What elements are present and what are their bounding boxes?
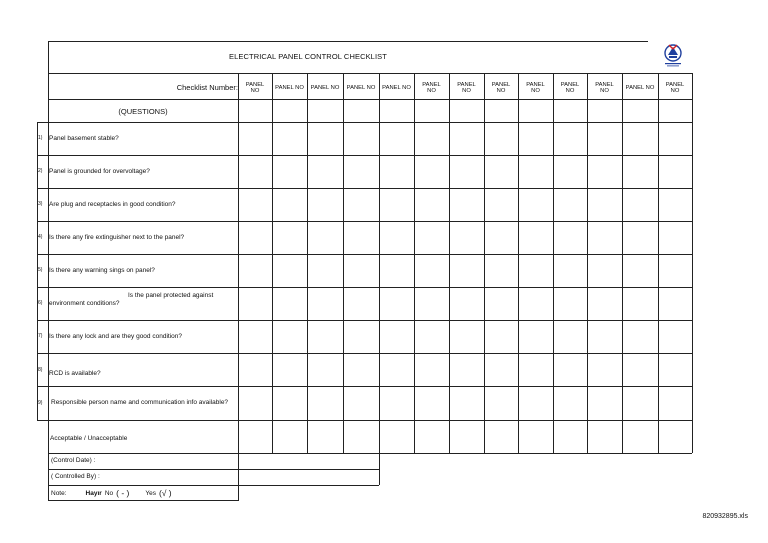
question-text: Is there any warning sings on panel? xyxy=(49,267,155,274)
panel-no-header: PANEL NO xyxy=(560,81,580,94)
footer-border xyxy=(48,469,379,470)
panel-no-header: PANEL NO xyxy=(491,81,511,94)
row-border xyxy=(37,221,692,222)
panel-no-header: PANEL NO xyxy=(665,81,685,94)
panel-no-header: PANEL NO xyxy=(382,84,411,91)
panel-no-header: PANEL NO xyxy=(422,81,441,94)
question-number: 6) xyxy=(38,300,43,306)
acceptable-label: Acceptable / Unacceptable xyxy=(50,435,128,442)
footer-border xyxy=(48,500,239,501)
questions-header: (QUESTIONS) xyxy=(118,107,168,116)
note-no-label: No xyxy=(104,489,114,497)
panel-no-header: PANEL NO xyxy=(526,81,545,94)
col-border xyxy=(272,73,273,453)
col-border xyxy=(518,73,519,453)
col-border xyxy=(658,73,659,453)
row-border xyxy=(37,353,692,354)
col-border xyxy=(484,73,485,453)
question-col-border xyxy=(238,73,239,500)
col-border xyxy=(553,73,554,453)
row-border xyxy=(48,453,692,454)
question-text-line1: Is the panel protected against xyxy=(128,292,214,299)
question-number: 9) xyxy=(38,400,43,406)
note-hayir: Hayır xyxy=(85,489,102,497)
note-row xyxy=(51,488,172,498)
right-border xyxy=(692,73,693,453)
control-date-label: (Control Date) : xyxy=(51,457,96,464)
col-border xyxy=(307,73,308,453)
question-number: 2) xyxy=(38,168,43,174)
question-number: 7) xyxy=(38,333,43,339)
table-top-border xyxy=(48,41,648,42)
question-number: 1) xyxy=(38,135,43,141)
question-number: 4) xyxy=(38,234,43,240)
document-title: ELECTRICAL PANEL CONTROL CHECKLIST xyxy=(229,52,387,61)
row-border xyxy=(37,188,692,189)
panel-no-header: PANEL NO xyxy=(625,84,655,91)
question-text-line2: environment conditions? xyxy=(49,300,120,307)
panel-no-header: PANEL NO xyxy=(457,81,476,94)
note-no-symbol: ( - ) xyxy=(116,488,130,498)
logo-emblem-icon xyxy=(660,41,686,69)
note-yes-label: Yes xyxy=(145,489,156,497)
question-number: 8) xyxy=(38,367,43,373)
col-border xyxy=(379,73,380,485)
question-text: Is there any lock and are they good condition? xyxy=(49,333,182,340)
title-bottom-border xyxy=(48,73,692,74)
col-border xyxy=(587,73,588,453)
question-text: RCD is available? xyxy=(49,370,101,377)
question-text: Are plug and receptacles in good condition? xyxy=(49,201,176,208)
col-border xyxy=(449,73,450,453)
row-border xyxy=(37,254,692,255)
question-number: 3) xyxy=(38,201,43,207)
row-border xyxy=(37,287,692,288)
note-yes-symbol: (√ ) xyxy=(158,488,172,498)
question-text: Panel is grounded for overvoltage? xyxy=(49,168,150,175)
panel-no-header: PANEL NO xyxy=(595,81,614,94)
panel-no-header: PANEL NO xyxy=(245,81,265,94)
panel-no-header: PANEL NO xyxy=(310,84,340,91)
row-border xyxy=(37,386,692,387)
note-label: Note: xyxy=(51,489,67,497)
panel-no-header: PANEL NO xyxy=(275,84,304,91)
header-row-border xyxy=(48,99,692,100)
row-border xyxy=(37,420,692,421)
row-border xyxy=(37,320,692,321)
question-text: Is there any fire extinguisher next to the panel? xyxy=(49,234,185,241)
col-border xyxy=(343,73,344,453)
col-border xyxy=(622,73,623,453)
company-logo xyxy=(660,41,686,69)
questions-row-border xyxy=(37,122,692,123)
checklist-number-label: Checklist Number: xyxy=(176,83,238,92)
row-border xyxy=(37,155,692,156)
col-border xyxy=(414,73,415,453)
file-name: 820932895.xls xyxy=(702,513,748,520)
footer-border xyxy=(48,485,379,486)
panel-no-header: PANEL NO xyxy=(346,84,376,91)
question-text: Responsible person name and communication info available? xyxy=(51,399,229,406)
question-text: Panel basement stable? xyxy=(49,135,119,142)
question-number: 5) xyxy=(38,267,43,273)
controlled-by-label: ( Controlled By) : xyxy=(51,473,100,480)
